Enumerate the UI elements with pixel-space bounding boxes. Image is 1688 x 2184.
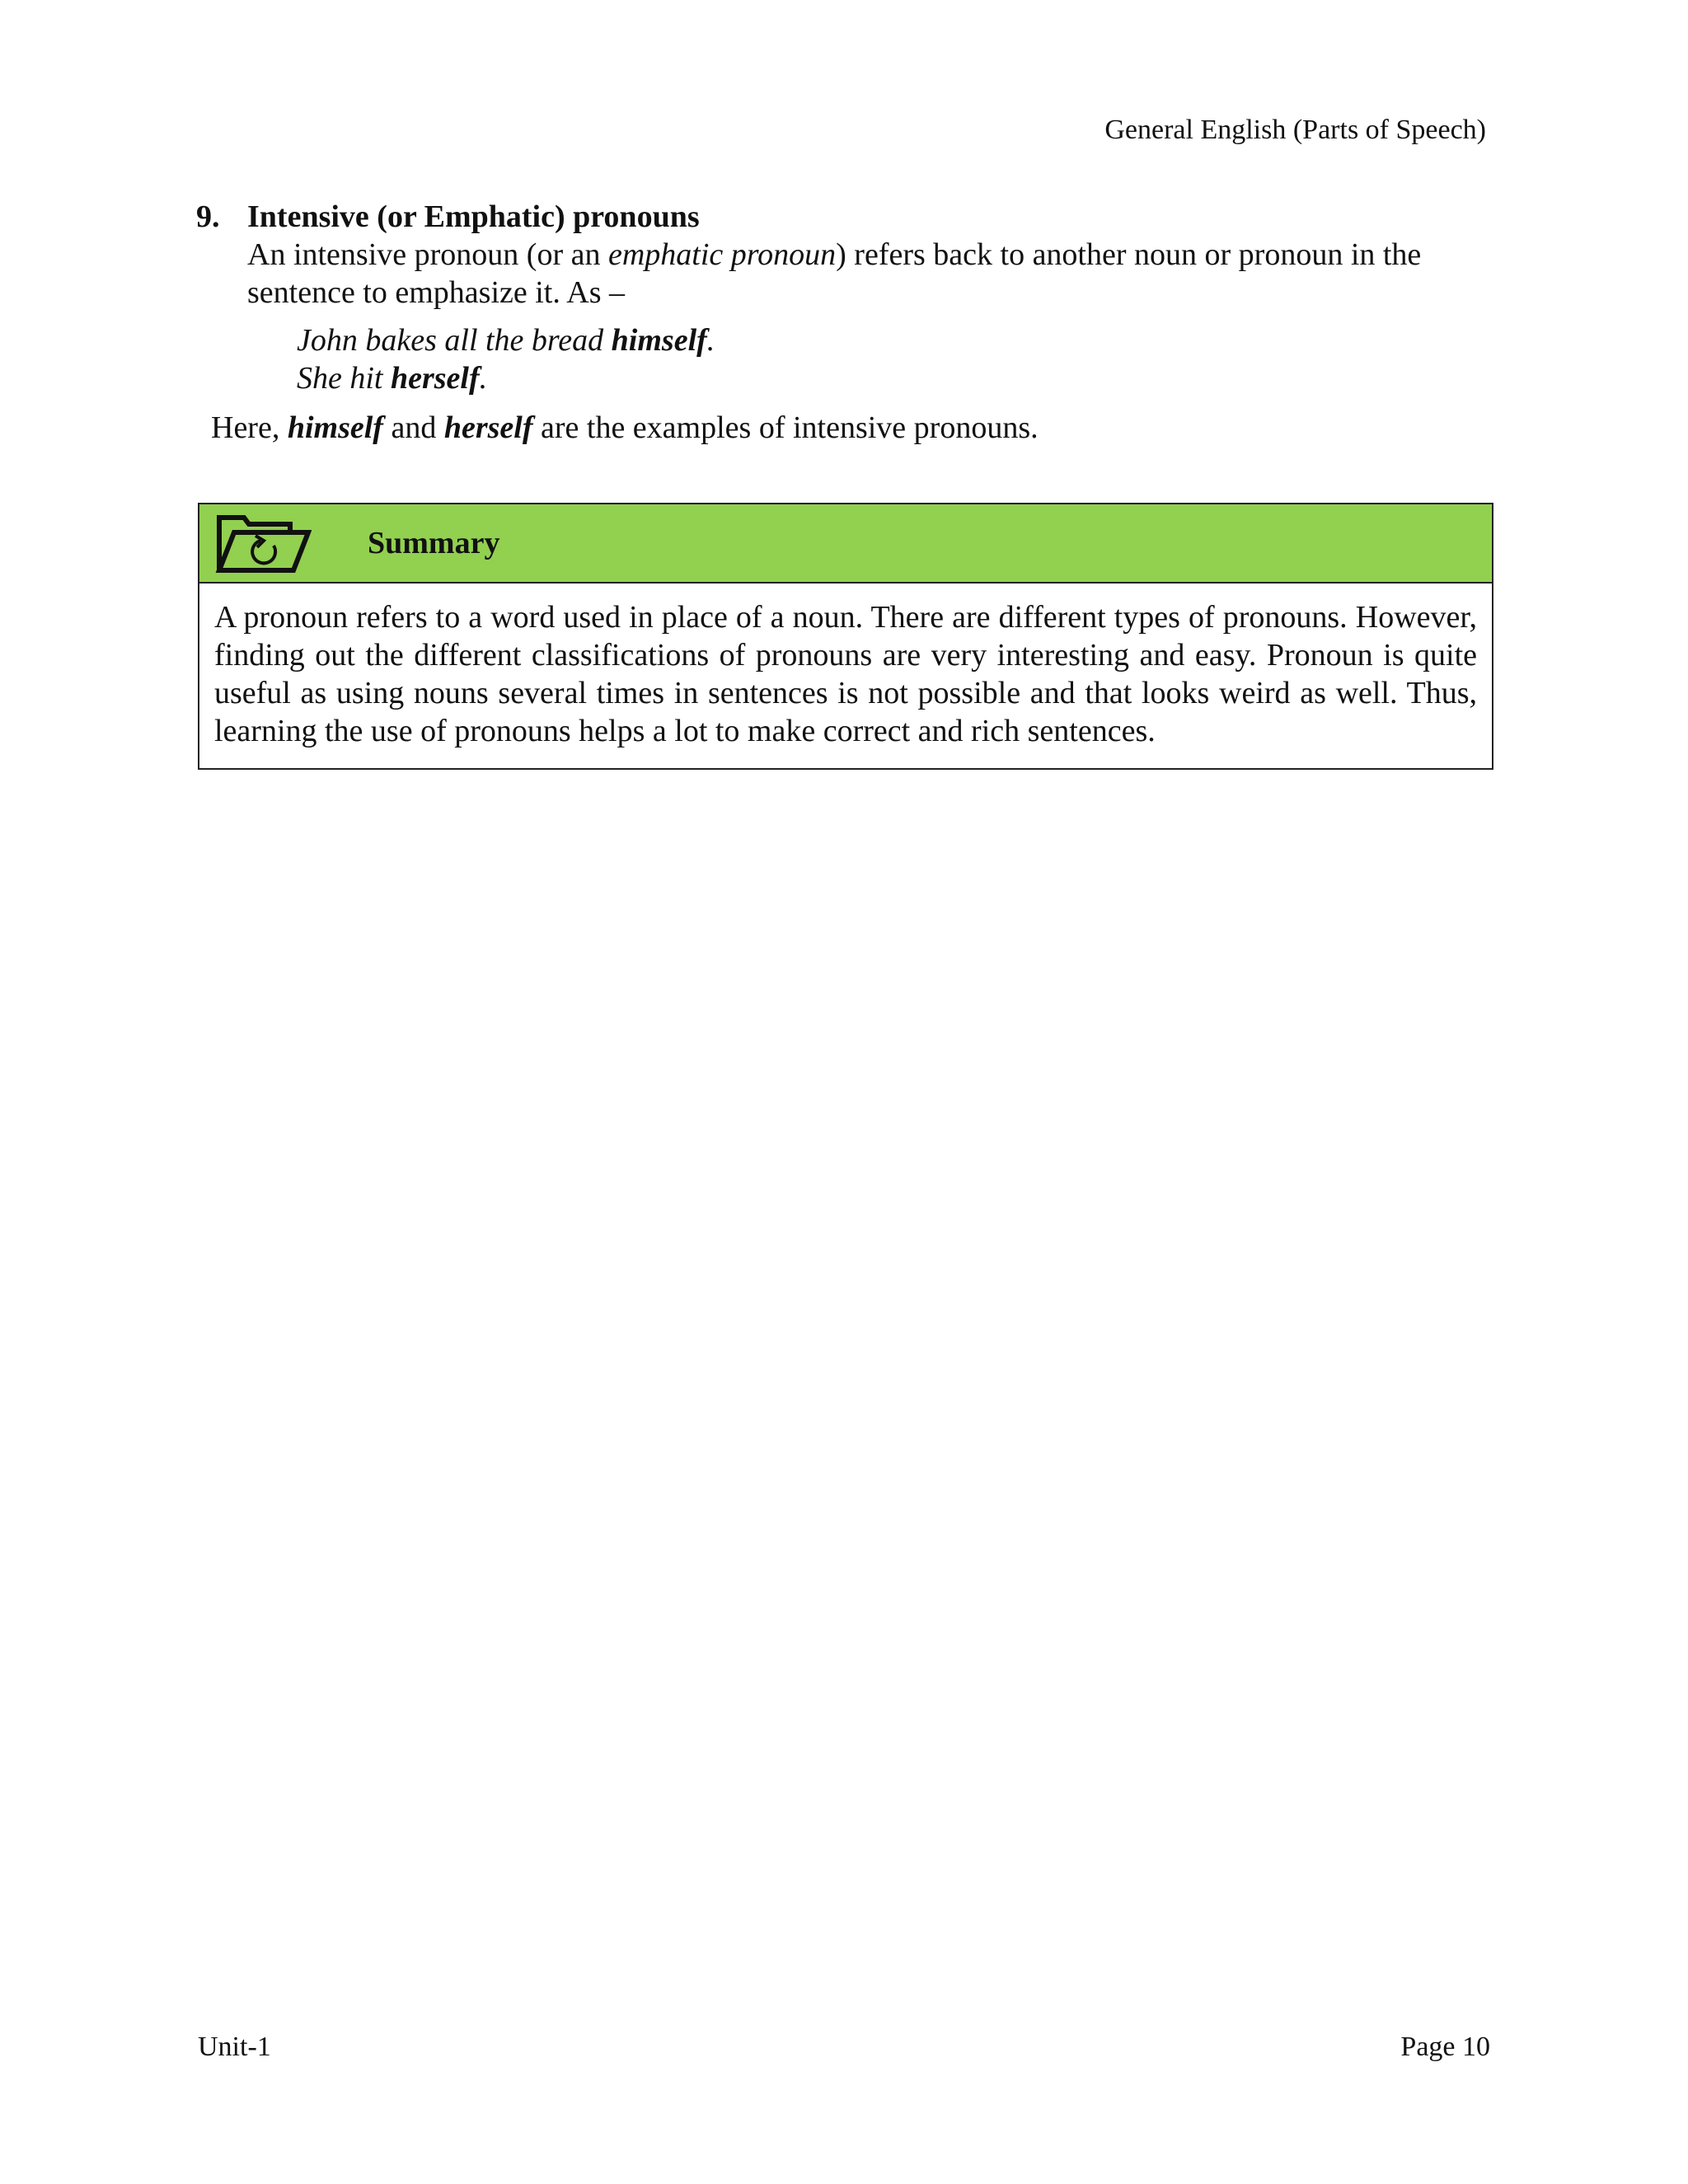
example-pronoun: himself (611, 323, 707, 358)
example-sentence (297, 359, 1451, 397)
summary-body: A pronoun refers to a word used in place of a noun. There are different types of pronouns. However, finding out the different classifications of pronouns are very interesting and easy. Pronoun is quite useful as using nouns several times in sentences is not possible and that looks weird as well. Thus, learning the use of pronouns helps a lot to make correct and rich sentences. (214, 600, 1477, 748)
example-lead: John bakes all the bread (297, 323, 612, 358)
note-text-2: and (382, 410, 444, 445)
note-text-1: Here, (211, 410, 288, 445)
example-list (297, 321, 1451, 397)
summary-header (199, 504, 1492, 583)
footer-unit: Unit-1 (198, 2032, 271, 2062)
intro-text-2: ) refers back to another noun or pronoun in the sentence to emphasize it. As – (247, 237, 1422, 310)
footer-page-number: Page 10 (1400, 2032, 1490, 2062)
section-title: Intensive (or Emphatic) pronouns (247, 199, 700, 234)
section-heading (196, 198, 1492, 236)
running-header: General English (Parts of Speech) (1104, 115, 1486, 145)
example-tail: . (479, 361, 488, 396)
intro-paragraph (247, 236, 1451, 312)
folder-refresh-icon (214, 513, 312, 574)
example-tail: . (706, 323, 715, 358)
section-body (247, 236, 1451, 397)
note-word-himself: himself (287, 410, 383, 445)
section-number: 9. (196, 199, 220, 234)
examples-note (211, 409, 1492, 447)
summary-title: Summary (368, 526, 500, 560)
intro-text-1: An intensive pronoun (or an (247, 237, 608, 272)
intro-emphasis: emphatic pronoun (607, 237, 837, 272)
example-lead: She hit (297, 361, 391, 396)
note-text-3: are the examples of intensive pronouns. (532, 410, 1039, 445)
example-sentence (297, 321, 1451, 359)
example-pronoun: herself (390, 361, 480, 396)
section-intensive-pronouns (196, 198, 1492, 447)
summary-box (198, 503, 1493, 770)
note-word-herself: herself (443, 410, 533, 445)
